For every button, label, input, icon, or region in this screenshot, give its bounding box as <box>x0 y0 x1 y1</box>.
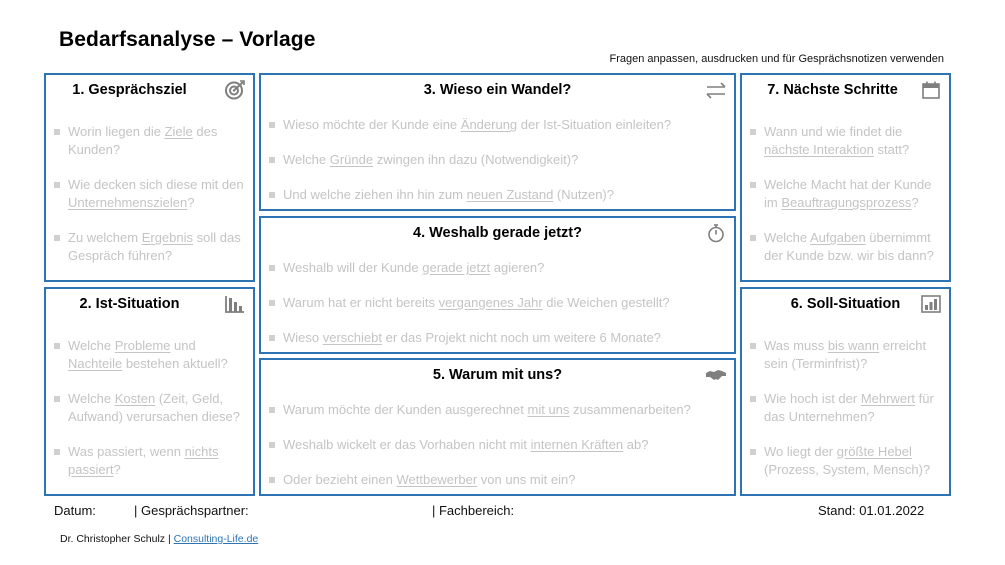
keyword: vergangenes Jahr <box>438 295 543 310</box>
question-item <box>261 329 728 347</box>
keyword: bis wann <box>827 338 880 353</box>
bar-chart-up-icon <box>920 294 942 314</box>
keyword: Unternehmenszielen <box>68 195 188 210</box>
keyword: neuen Zustand <box>466 187 554 202</box>
keyword: Mehrwert <box>860 391 916 406</box>
question-text: Warum hat er nicht bereits vergangenes Jahr die Weichen gestellt? <box>283 295 670 310</box>
question-text: Wieso verschiebt er das Projekt nicht noch um weitere 6 Monate? <box>283 330 661 345</box>
section-title: 3. Wieso ein Wandel? <box>423 82 572 98</box>
question-item <box>46 443 247 479</box>
keyword: Änderung <box>460 117 518 132</box>
question-item <box>261 401 728 419</box>
keyword: Ziele <box>164 124 193 139</box>
keyword: verschiebt <box>322 330 382 345</box>
section-gespraechsziel <box>44 73 255 282</box>
question-item <box>261 116 728 134</box>
footer-datum: Datum: <box>54 503 96 518</box>
question-text: Wann und wie findet die nächste Interaktion statt? <box>764 124 910 157</box>
section-title: 6. Soll-Situation <box>790 296 901 312</box>
keyword: gerade jetzt <box>422 260 491 275</box>
question-text: Wieso möchte der Kunde eine Änderung der Ist-Situation einleiten? <box>283 117 672 132</box>
section-title: 1. Gesprächsziel <box>72 82 187 98</box>
question-item <box>742 123 943 159</box>
question-text: Was passiert, wenn nichts passiert? <box>68 444 219 477</box>
keyword: Gründe <box>329 152 374 167</box>
keyword: nichts passiert <box>68 444 219 477</box>
question-text: Worin liegen die Ziele des Kunden? <box>68 124 218 157</box>
question-item <box>46 229 247 265</box>
question-item <box>46 390 247 426</box>
keyword: Wettbewerber <box>396 472 478 487</box>
question-item <box>261 186 728 204</box>
question-text: Welche Kosten (Zeit, Geld, Aufwand) verursachen diese? <box>68 391 240 424</box>
question-item <box>261 471 728 489</box>
question-item <box>742 390 943 426</box>
section-title: 7. Nächste Schritte <box>767 82 898 98</box>
question-item <box>261 294 728 312</box>
question-item <box>261 151 728 169</box>
question-text: Wo liegt der größte Hebel (Prozess, System, Mensch)? <box>764 444 931 477</box>
question-item <box>742 176 943 212</box>
question-text: Warum möchte der Kunden ausgerechnet mit uns zusammenarbeiten? <box>283 402 691 417</box>
keyword: mit uns <box>527 402 570 417</box>
footer-stand: Stand: 01.01.2022 <box>818 503 925 518</box>
handshake-icon <box>705 365 727 385</box>
question-text: Welche Gründe zwingen ihn dazu (Notwendigkeit)? <box>283 152 579 167</box>
section-warum-uns <box>259 358 736 496</box>
section-soll-situation <box>740 287 951 496</box>
keyword: nächste Interaktion <box>764 142 874 157</box>
section-wieso-wandel <box>259 73 736 211</box>
keyword: Nachteile <box>68 356 123 371</box>
question-text: Welche Macht hat der Kunde im Beauftragungsprozess? <box>764 177 932 210</box>
keyword: Aufgaben <box>810 230 866 245</box>
section-title: 2. Ist-Situation <box>79 296 180 312</box>
keyword: internen Kräften <box>530 437 624 452</box>
bar-chart-down-icon <box>224 294 246 314</box>
keyword: Ergebnis <box>141 230 194 245</box>
credit-author: Dr. Christopher Schulz | <box>60 533 171 545</box>
page-subtitle: Fragen anpassen, ausdrucken und für Gesprächsnotizen verwenden <box>609 53 944 65</box>
footer-fachbereich: | Fachbereich: <box>432 503 515 518</box>
question-text: Welche Probleme und Nachteile bestehen aktuell? <box>68 338 228 371</box>
section-naechste-schritte <box>740 73 951 282</box>
target-icon <box>224 80 246 100</box>
arrows-exchange-icon <box>705 80 727 100</box>
question-text: Und welche ziehen ihn hin zum neuen Zustand (Nutzen)? <box>283 187 614 202</box>
question-text: Wie hoch ist der Mehrwert für das Unternehmen? <box>764 391 934 424</box>
keyword: Beauftragungsprozess <box>781 195 912 210</box>
question-text: Weshalb will der Kunde gerade jetzt agieren? <box>283 260 545 275</box>
question-item <box>742 229 943 265</box>
question-item <box>261 259 728 277</box>
question-item <box>46 337 247 373</box>
question-item <box>261 436 728 454</box>
question-text: Zu welchem Ergebnis soll das Gespräch führen? <box>68 230 241 263</box>
section-weshalb-jetzt <box>259 216 736 354</box>
keyword: Probleme <box>114 338 171 353</box>
question-text: Was muss bis wann erreicht sein (Terminfrist)? <box>764 338 927 371</box>
question-text: Oder bezieht einen Wettbewerber von uns mit ein? <box>283 472 576 487</box>
section-title: 4. Weshalb gerade jetzt? <box>413 225 582 241</box>
question-item <box>46 176 247 212</box>
calendar-icon <box>920 80 942 100</box>
question-text: Weshalb wickelt er das Vorhaben nicht mit internen Kräften ab? <box>283 437 649 452</box>
page-title: Bedarfsanalyse – Vorlage <box>59 28 316 51</box>
keyword: Kosten <box>114 391 156 406</box>
question-item <box>46 123 247 159</box>
question-item <box>742 443 943 479</box>
keyword: größte Hebel <box>836 444 912 459</box>
question-text: Wie decken sich diese mit den Unternehmenszielen? <box>68 177 244 210</box>
section-ist-situation <box>44 287 255 496</box>
stopwatch-icon <box>705 223 727 243</box>
question-text: Welche Aufgaben übernimmt der Kunde bzw. wir bis dann? <box>764 230 934 263</box>
credit-line <box>60 533 258 545</box>
credit-link[interactable]: Consulting-Life.de <box>173 533 259 545</box>
section-title: 5. Warum mit uns? <box>432 367 563 383</box>
question-item <box>742 337 943 373</box>
footer-gespraechspartner: | Gesprächspartner: <box>134 503 249 518</box>
